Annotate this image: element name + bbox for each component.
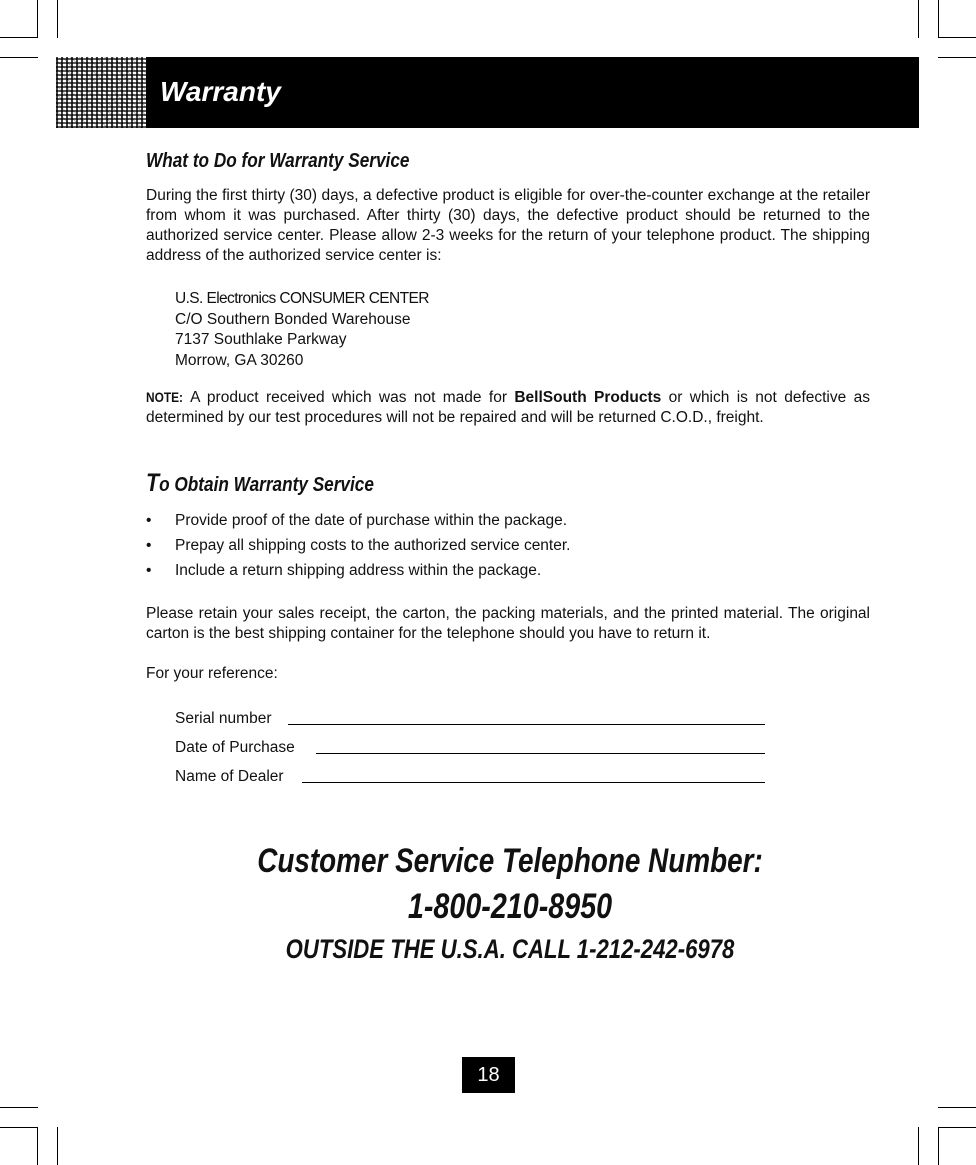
crop-mark <box>938 37 976 38</box>
page-title: Warranty <box>160 76 281 107</box>
bullet-text: Include a return shipping address within the package. <box>175 562 542 579</box>
crop-mark <box>0 57 38 58</box>
heading-initial: T <box>146 469 160 497</box>
crop-mark <box>0 1127 38 1128</box>
intro-paragraph: During the first thirty (30) days, a defective product is eligible for over-the-counter exchange at the retailer from whom it was purchased. After thirty (30) days, the defective product should be returned to the authorized service center. Please allow 2-3 weeks for the return of your telephone product. The shipping address of the authorized service center is: <box>146 187 870 264</box>
address-block <box>175 289 429 371</box>
crop-mark <box>0 37 38 38</box>
section-heading-obtain-service <box>146 469 374 498</box>
heading-rest: o Obtain Warranty Service <box>159 474 374 496</box>
customer-service-title: Customer Service Telephone Number: <box>257 842 763 880</box>
note-label: NOTE: <box>146 389 184 405</box>
crop-mark <box>938 1127 976 1128</box>
field-label-serial-number: Serial number <box>175 710 272 727</box>
field-label-name-of-dealer: Name of Dealer <box>175 768 284 785</box>
customer-service-phone: 1-800-210-8950 <box>407 887 613 926</box>
header-pattern <box>56 57 146 128</box>
crop-mark <box>938 1107 976 1108</box>
address-line: U.S. Electronics CONSUMER CENTER <box>175 290 429 307</box>
list-item <box>146 512 567 530</box>
note-paragraph <box>146 387 870 428</box>
brand-name: BellSouth Products <box>514 389 662 406</box>
bullet-text: Prepay all shipping costs to the authorized service center. <box>175 537 571 554</box>
crop-mark <box>938 57 976 58</box>
crop-mark <box>918 1127 919 1165</box>
crop-mark <box>37 1127 38 1165</box>
note-text: or which is not defective as determined by our test procedures will not be repaired and will be returned C.O.D., freight. <box>146 389 870 426</box>
crop-mark <box>938 0 939 38</box>
address-line: C/O Southern Bonded Warehouse <box>175 310 411 328</box>
bullet-text: Provide proof of the date of purchase within the package. <box>175 512 568 529</box>
crop-mark <box>57 1127 58 1165</box>
list-item <box>146 537 570 555</box>
field-label-date-of-purchase: Date of Purchase <box>175 739 295 756</box>
name-of-dealer-line[interactable] <box>302 782 765 783</box>
crop-mark <box>37 0 38 38</box>
page-number: 18 <box>462 1057 515 1093</box>
crop-mark <box>938 1127 939 1165</box>
bullet-icon: • <box>146 537 152 554</box>
bullet-icon: • <box>146 562 152 579</box>
reference-intro: For your reference: <box>146 665 278 682</box>
retain-paragraph: Please retain your sales receipt, the carton, the packing materials, and the printed material. The original carton is the best shipping container for the telephone should you have to return it. <box>146 605 870 642</box>
section-heading-warranty-service: What to Do for Warranty Service <box>146 150 410 172</box>
note-text: A product received which was not made for <box>183 389 515 406</box>
address-line: 7137 Southlake Parkway <box>175 331 347 348</box>
crop-mark <box>918 0 919 38</box>
outside-usa-phone: OUTSIDE THE U.S.A. CALL 1-212-242-6978 <box>285 934 735 964</box>
crop-mark <box>57 0 58 38</box>
address-line: Morrow, GA 30260 <box>175 351 304 369</box>
crop-mark <box>0 1107 38 1108</box>
bullet-icon: • <box>146 512 152 529</box>
list-item <box>146 562 541 580</box>
serial-number-line[interactable] <box>288 724 765 725</box>
date-of-purchase-line[interactable] <box>316 753 765 754</box>
